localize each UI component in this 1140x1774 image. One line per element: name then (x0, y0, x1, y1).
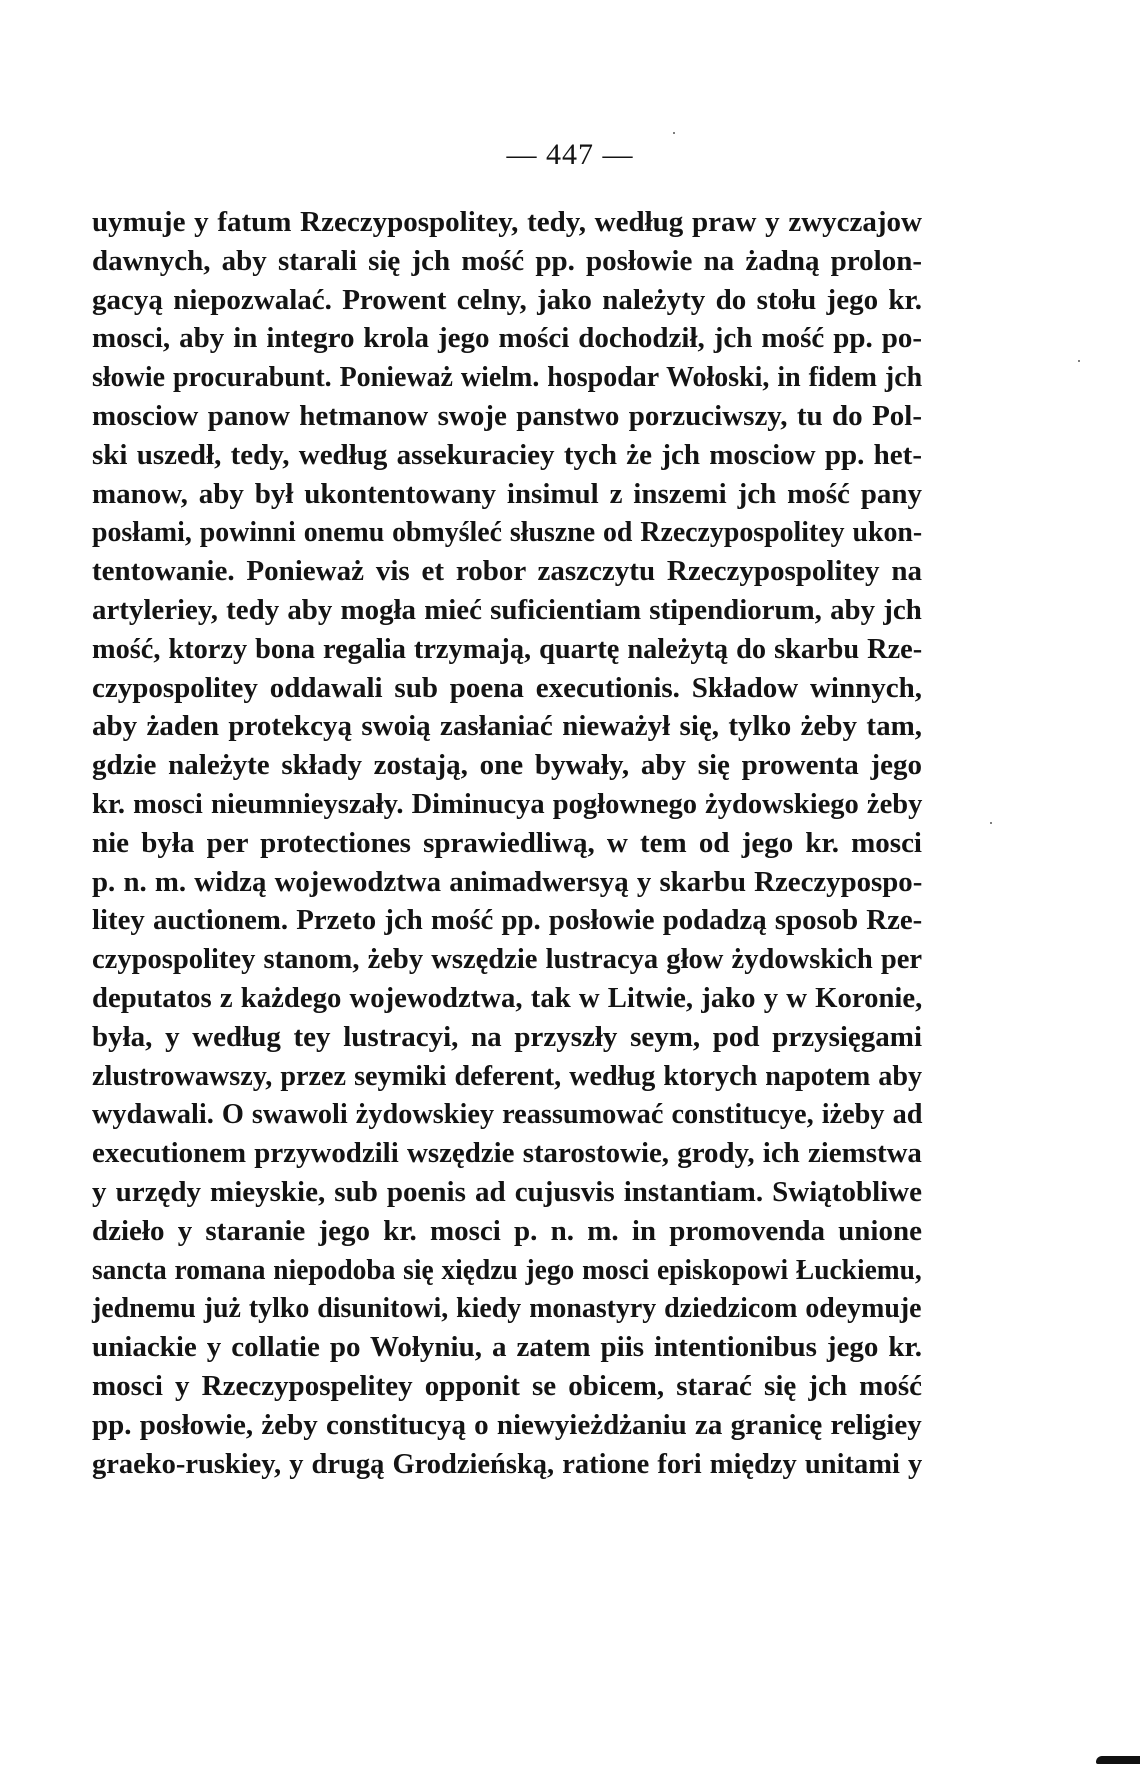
scan-speck (1078, 360, 1080, 362)
text-line: słowie procurabunt. Ponieważ wielm. hospodar Wołoski, in fidem jch (92, 361, 923, 394)
text-line: mosci, aby in integro krola jego mości dochodził, jch mość pp. po- (92, 322, 922, 355)
text-line: czypospolitey stanom, żeby wszędzie lustracya głow żydowskich per (92, 943, 923, 976)
text-line: dzieło y staranie jego kr. mosci p. n. m. in promovenda unione (92, 1214, 922, 1247)
text-line: czypospolitey oddawali sub poena executionis. Składow winnych, (92, 671, 922, 704)
text-line: artyleriey, tedy aby mogła mieć suficientiam stipendiorum, aby jch (92, 593, 922, 626)
text-line: była, y według tey lustracyi, na przyszły seym, pod przysięgami (92, 1020, 922, 1053)
text-line: mosciow panow hetmanow swoje panstwo porzuciwszy, tu do Pol- (92, 399, 922, 432)
text-line: graeko-ruskiey, y drugą Grodzieńską, ratione fori między unitami y (92, 1447, 923, 1480)
text-line: mość, ktorzy bona regalia trzymają, quartę należytą do skarbu Rze- (92, 632, 923, 665)
text-line: gdzie należyte składy zostają, one bywały, aby się prowenta jego (92, 749, 922, 782)
page-number: — 447 — (506, 138, 634, 171)
text-line: litey auctionem. Przeto jch mość pp. posłowie podadzą sposob Rze- (92, 904, 923, 937)
text-line: manow, aby był ukontentowany insimul z inszemi jch mość pany (92, 477, 922, 510)
text-line: aby żaden protekcyą swoią zasłaniać nieważył się, tylko żeby tam, (92, 710, 922, 743)
text-line: wydawali. O swawoli żydowskiey reassumować constitucye, iżeby ad (92, 1098, 923, 1131)
body-text (92, 203, 922, 1483)
text-line: y urzędy mieyskie, sub poenis ad cujusvis instantiam. Swiątobliwe (92, 1175, 922, 1208)
text-line: nie była per protectiones sprawiedliwą, w tem od jego kr. mosci (92, 826, 922, 859)
text-line: dawnych, aby starali się jch mość pp. posłowie na żadną prolon- (92, 244, 922, 277)
text-line: kr. mosci nieumnieyszały. Diminucya pogłownego żydowskiego żeby (92, 787, 923, 820)
text-line: ski uszedł, tedy, według assekuraciey tych że jch mosciow pp. het- (92, 438, 922, 471)
scan-speck (990, 822, 992, 824)
text-line: pp. posłowie, żeby constitucyą o niewyieżdżaniu za granicę religiey (92, 1408, 922, 1441)
text-line: deputatos z każdego wojewodztwa, tak w Litwie, jako y w Koronie, (92, 981, 923, 1014)
text-line: uniackie y collatie po Wołyniu, a zatem piis intentionibus jego kr. (92, 1331, 922, 1364)
text-line: posłami, powinni onemu obmyśleć słuszne od Rzeczypospolitey ukon- (92, 516, 923, 549)
text-line: p. n. m. widzą wojewodztwa animadwersyą y skarbu Rzeczypospo- (92, 865, 923, 898)
text-line: uymuje y fatum Rzeczypospolitey, tedy, według praw y zwyczajow (92, 206, 922, 238)
text-line: jednemu już tylko disunitowi, kiedy monastyry dziedzicom odeymuje (92, 1292, 922, 1325)
text-line: mosci y Rzeczypospelitey opponit se obicem, starać się jch mość (92, 1369, 922, 1402)
scan-smudge (1096, 1756, 1140, 1764)
scan-speck (673, 132, 675, 134)
text-line: tentowanie. Ponieważ vis et robor zaszczytu Rzeczypospolitey na (92, 555, 922, 588)
text-line: sancta romana niepodoba się xiędzu jego mosci episkopowi Łuckiemu, (92, 1253, 922, 1286)
text-line: gacyą niepozwalać. Prowent celny, jako należyty do stołu jego kr. (92, 283, 922, 316)
text-line: zlustrowawszy, przez seymiki deferent, według ktorych napotem aby (92, 1059, 923, 1092)
text-line: executionem przywodzili wszędzie starostowie, grody, ich ziemstwa (92, 1137, 922, 1170)
